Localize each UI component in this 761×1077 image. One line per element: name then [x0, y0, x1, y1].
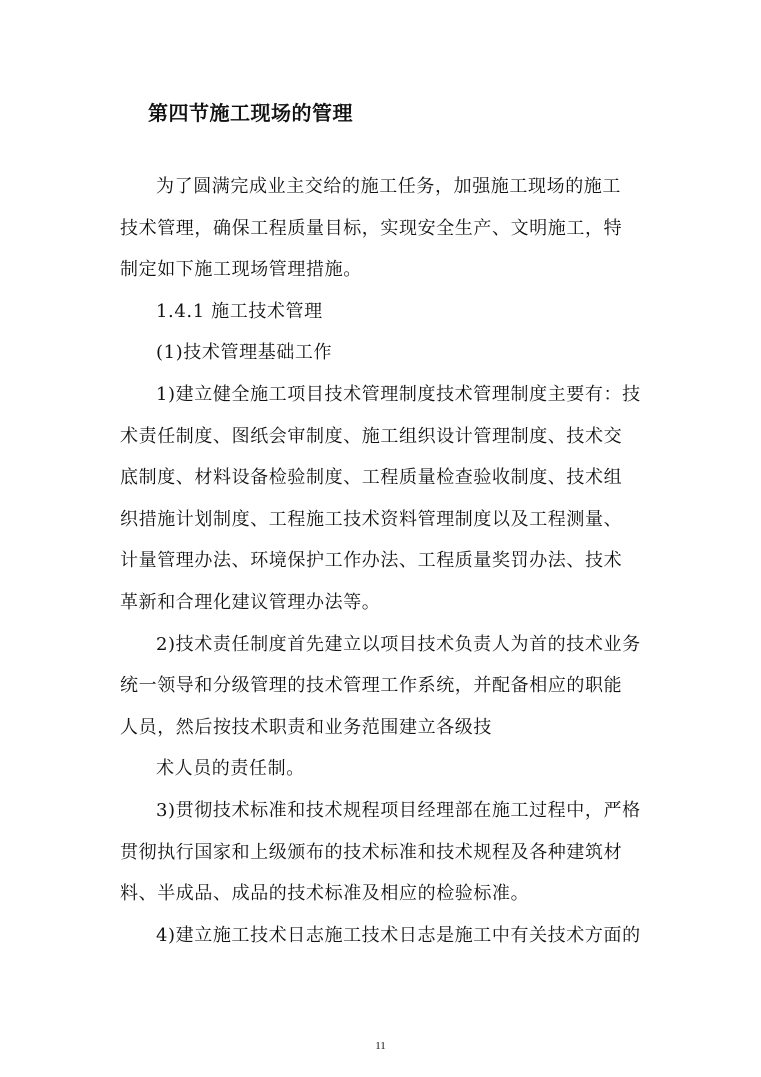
paragraph-line: 技术管理，确保工程质量目标，实现安全生产、文明施工，特 — [120, 217, 623, 239]
body-text — [120, 166, 680, 956]
paragraph-line: 织措施计划制度、工程施工技术资料管理制度以及工程测量、 — [120, 508, 623, 530]
paragraph-line: 术人员的责任制。 — [156, 758, 305, 780]
subsection-heading: 1.4.1 施工技术管理 — [156, 300, 323, 322]
paragraph-line: 为了圆满完成业主交给的施工任务，加强施工现场的施工 — [156, 176, 621, 197]
subsection-heading: (1)技术管理基础工作 — [156, 342, 333, 364]
paragraph-line: 2)技术责任制度首先建立以项目技术负责人为首的技术业务 — [156, 633, 641, 655]
paragraph-line: 人员，然后按技术职责和业务范围建立各级技 — [120, 716, 492, 738]
paragraph-line: 1)建立健全施工项目技术管理制度技术管理制度主要有：技 — [156, 383, 641, 405]
paragraph-line: 4)建立施工技术日志施工技术日志是施工中有关技术方面的 — [156, 924, 641, 946]
page-number: 11 — [375, 1040, 386, 1052]
section-heading: 第四节施工现场的管理 — [148, 101, 353, 125]
paragraph-line: 3)贯彻技术标准和技术规程项目经理部在施工过程中，严格 — [156, 799, 641, 821]
paragraph-line: 统一领导和分级管理的技术管理工作系统，并配备相应的职能 — [120, 675, 623, 697]
paragraph-line: 贯彻执行国家和上级颁布的技术标准和技术规程及各种建筑材 — [120, 841, 623, 863]
paragraph-line: 料、半成品、成品的技术标准及相应的检验标准。 — [120, 883, 530, 905]
paragraph-line: 革新和合理化建议管理办法等。 — [120, 591, 381, 613]
paragraph-line: 计量管理办法、环境保护工作办法、工程质量奖罚办法、技术 — [120, 550, 623, 572]
paragraph-line: 制定如下施工现场管理措施。 — [120, 259, 362, 281]
paragraph-line: 底制度、材料设备检验制度、工程质量检查验收制度、技术组 — [120, 467, 623, 489]
paragraph-line: 术责任制度、图纸会审制度、施工组织设计管理制度、技术交 — [120, 425, 623, 447]
